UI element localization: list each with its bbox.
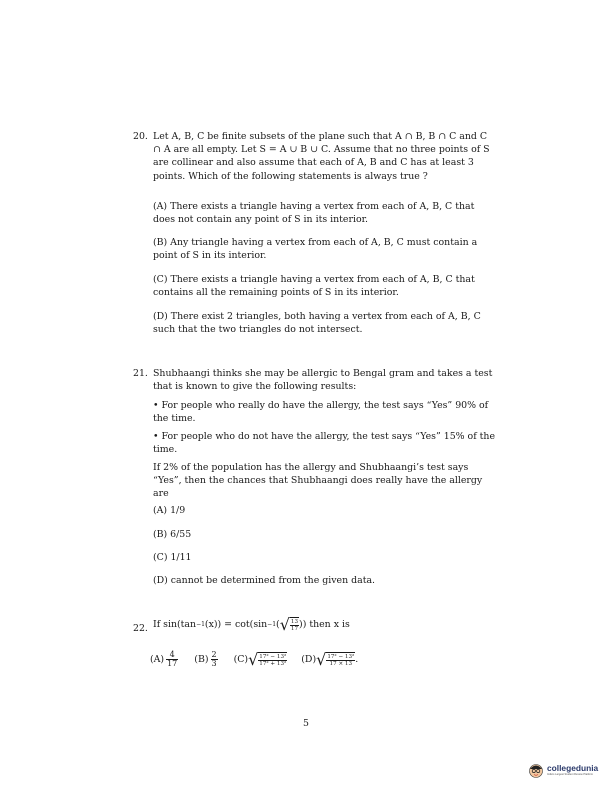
q21-bullet-2: • For people who do not have the allergy, the test says “Yes” 15% of the time.: [153, 431, 496, 456]
q21-stem: Shubhaangi thinks she may be allergic to Bengal gram and takes a test that is known to give the following results:: [153, 368, 493, 393]
q22-stem-part: (x)) = cot(sin: [204, 619, 268, 631]
q22-option-a: (A) $\frac{4}{17}$: [150, 650, 178, 668]
page-number: 5: [303, 718, 309, 729]
q20-option-c: (C) There exists a triangle having a vertex from each of A, B, C that contains all the remaining points of S in its interior.: [153, 274, 475, 298]
q22-fraction: $\frac{13}{17}$: [290, 619, 299, 633]
q22-superscript: −1: [267, 621, 277, 629]
q22-superscript: −1: [196, 621, 205, 629]
q22-sqrt: √ $\frac{13}{17}$: [279, 615, 299, 634]
q21-number: 21.: [133, 368, 148, 379]
logo-tagline: India's Largest Student Review Platform: [547, 772, 594, 776]
q20-option-a: (A) There exists a triangle having a vertex from each of A, B, C that does not contain any point of S in its interior.: [153, 201, 475, 225]
q22-options: [150, 651, 372, 668]
q21-option-a: (A) 1/9: [153, 505, 186, 516]
q22-number: 22.: [133, 623, 148, 634]
q20-option-d: (D) There exist 2 triangles, both having a vertex from each of A, B, C such that the two triangles do not intersect.: [153, 311, 481, 335]
mascot-icon: [527, 761, 545, 779]
q20-option-b: (B) Any triangle having a vertex from each of A, B, C must contain a point of S in its interior.: [153, 237, 478, 261]
logo-name: collegedunia: [547, 762, 599, 773]
q20-stem: Let A, B, C be finite subsets of the plane such that A ∩ B, B ∩ C and C ∩ A are all empty. Let S = A ∪ B ∪ C. Assume that no three points of S are collinear and also assume that each of A, B and C has at least 3 points. Which of the following statements is always true ?: [153, 131, 490, 182]
q22-option-b: (B) $\frac{2}{3}$: [194, 650, 217, 668]
q21-bullet-1: • For people who really do have the allergy, the test says “Yes” 90% of the time.: [153, 400, 489, 425]
q21-question: If 2% of the population has the allergy and Shubhaangi’s test says “Yes”, then the chances that Shubhaangi does really have the allergy are: [153, 462, 483, 500]
q22-option-d: (D) √ $\frac{\text{17² − 13²}}{17 \times 13}$ .: [301, 649, 359, 669]
q22-stem: [153, 617, 495, 633]
q22-stem-part: If sin(tan: [153, 619, 197, 631]
q21-option-b: (B) 6/55: [153, 529, 192, 540]
q22-stem-part: )) then x is: [299, 619, 350, 631]
q22-stem-part: (: [276, 619, 280, 631]
q21-option-c: (C) 1/11: [153, 552, 192, 563]
q21-option-d: (D) cannot be determined from the given data.: [153, 575, 376, 586]
q22-option-c: (C) √ $\frac{\text{17² − 13²}}{\text{17² + 13²}}$: [233, 649, 287, 669]
q20-number: 20.: [133, 131, 148, 142]
collegedunia-logo: [527, 757, 609, 783]
